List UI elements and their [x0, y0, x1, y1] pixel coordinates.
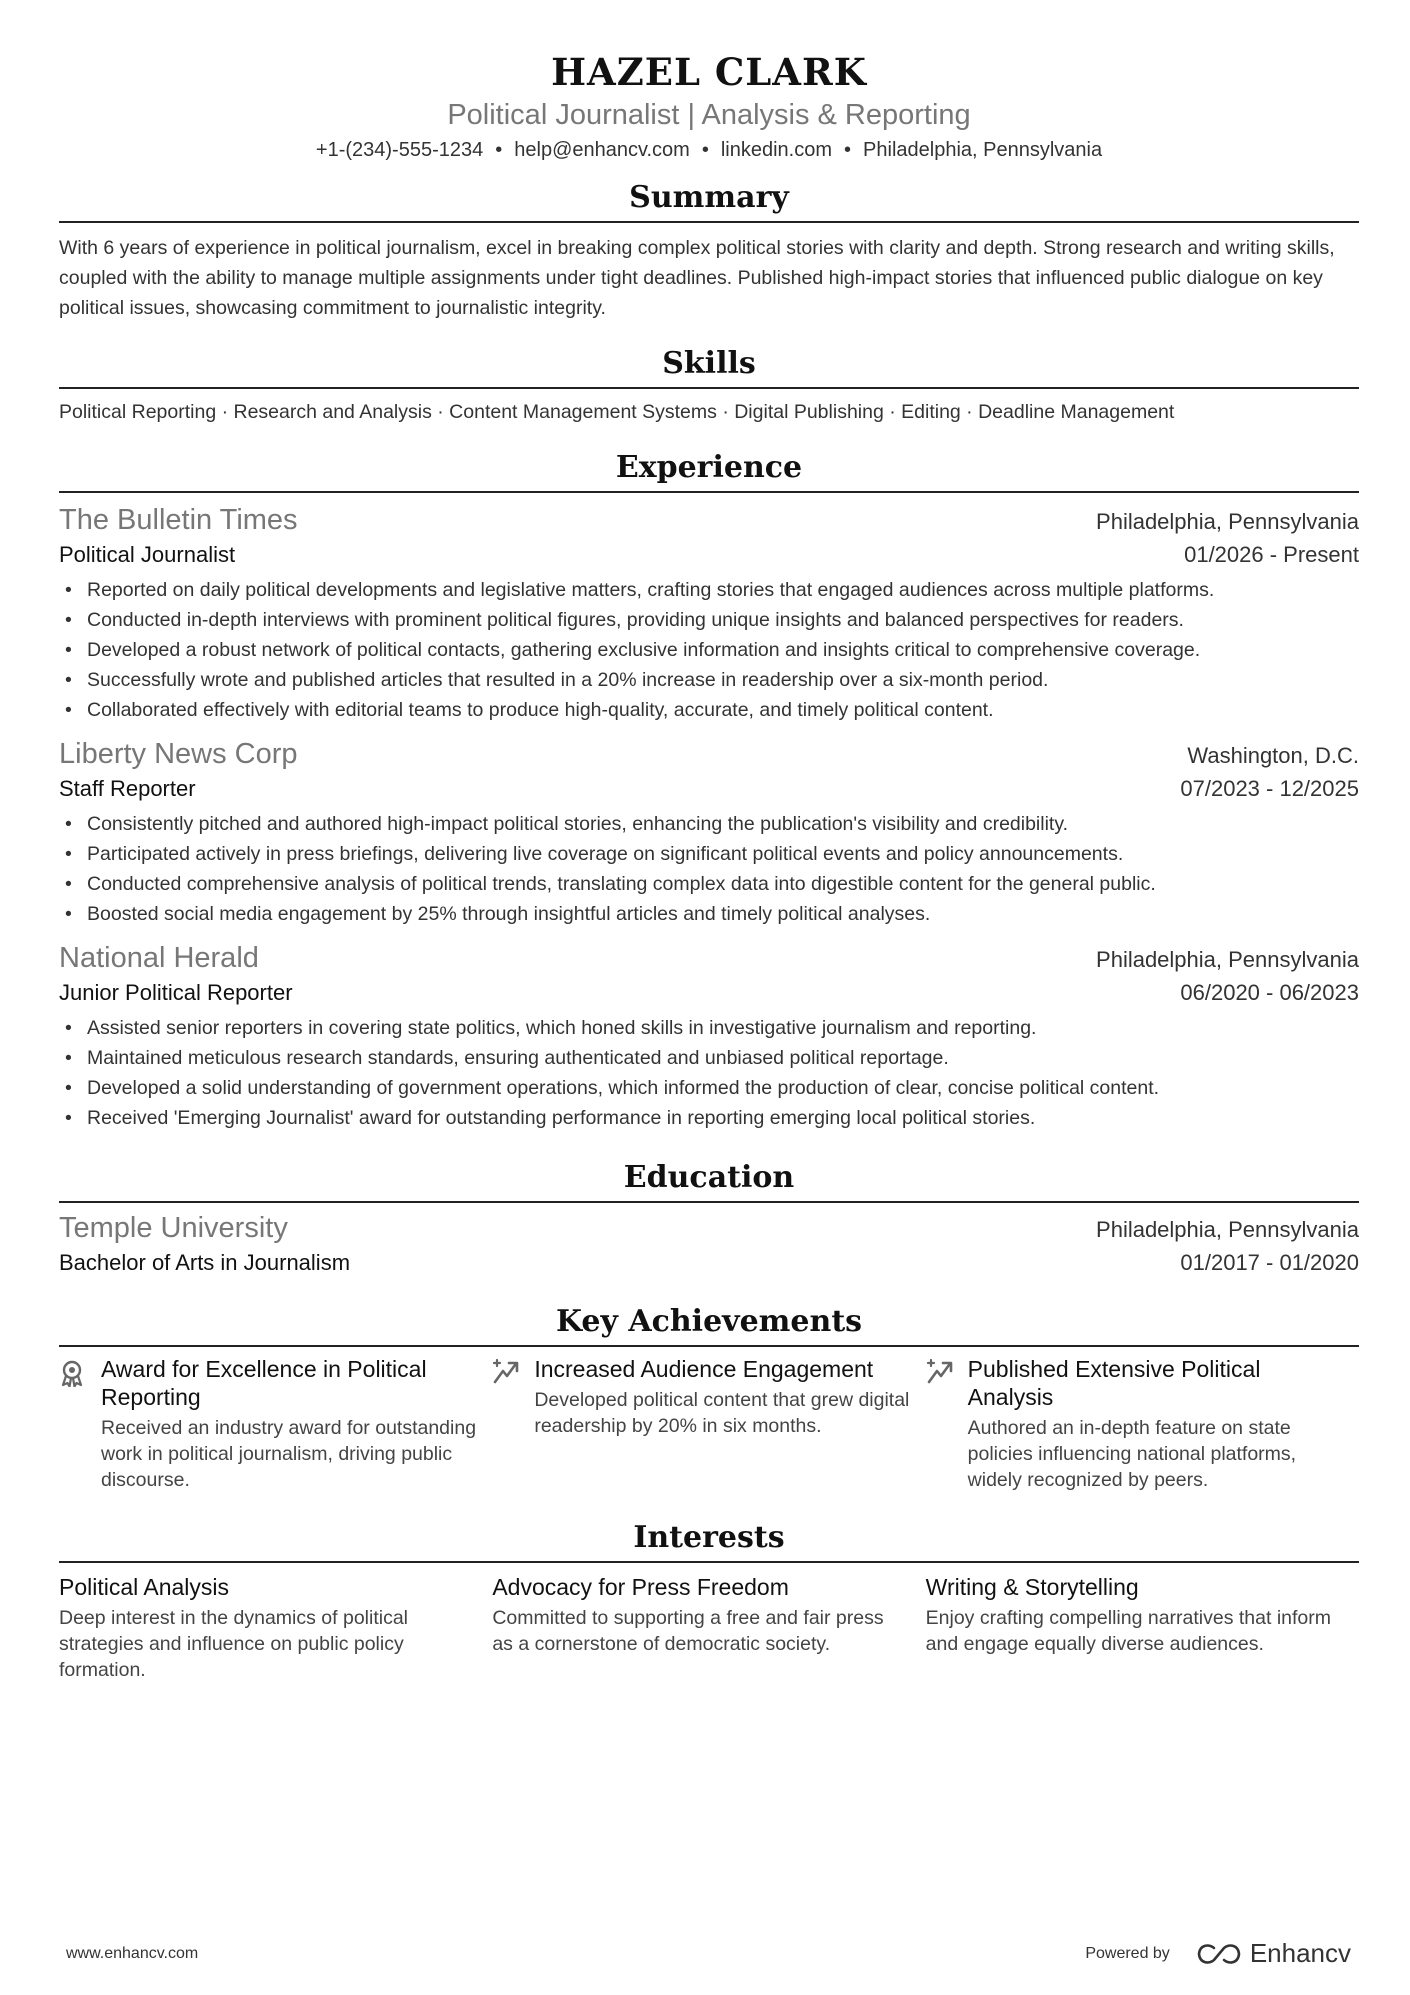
bullet-item: • Developed a robust network of political contacts, gathering exclusive information and insights critical to comprehensive coverage.	[87, 635, 1359, 665]
school-location: Philadelphia, Pennsylvania	[1096, 1217, 1359, 1242]
company-name: Liberty News Corp	[59, 738, 298, 770]
contact-line	[59, 137, 1359, 163]
separator-dot: •	[844, 139, 852, 161]
job-dates: 01/2026 - Present	[1184, 542, 1359, 567]
interest-title: Advocacy for Press Freedom	[492, 1574, 789, 1600]
award-icon	[59, 1359, 89, 1493]
job-dates: 06/2020 - 06/2023	[1180, 980, 1359, 1005]
job-bullets	[59, 809, 1359, 929]
achievement-item	[492, 1355, 925, 1493]
bullet-item: • Developed a solid understanding of government operations, which informed the production of clear, concise political content.	[87, 1073, 1359, 1103]
bullet-item: • Conducted comprehensive analysis of political trends, translating complex data into digestible content for the general public.	[87, 869, 1359, 899]
contact-phone: +1-(234)-555-1234	[315, 139, 484, 161]
footer-branding	[1085, 1938, 1351, 1969]
achievement-item	[926, 1355, 1359, 1493]
summary-text: With 6 years of experience in political journalism, excel in breaking complex political stories with clarity and depth. Strong research and writing skills, coupled with the ability to manage multiple assignments under tight deadlines. Published high-impact stories that influenced public dialogue on key political issues, showcasing commitment to journalistic integrity.	[59, 237, 1335, 319]
growth-arrow-icon	[926, 1359, 956, 1493]
contact-linkedin[interactable]: linkedin.com	[720, 139, 833, 161]
degree: Bachelor of Arts in Journalism	[59, 1250, 351, 1275]
company-name: The Bulletin Times	[59, 504, 298, 536]
job-title: Political Journalist	[59, 542, 236, 567]
candidate-name: HAZEL CLARK	[551, 50, 867, 94]
interest-item	[926, 1571, 1359, 1683]
bullet-item: • Boosted social media engagement by 25% through insightful articles and timely political analyses.	[87, 899, 1359, 929]
education-entry	[59, 1209, 1359, 1279]
bullet-item: • Reported on daily political developments and legislative matters, crafting stories that engaged audiences across multiple platforms.	[87, 575, 1359, 605]
interests-heading: Interests	[59, 1519, 1359, 1563]
skills-list: Political Reporting · Research and Analysis · Content Management Systems · Digital Publishing · Editing · Deadline Management	[59, 401, 1175, 423]
job-location: Philadelphia, Pennsylvania	[1096, 509, 1359, 534]
skills-heading: Skills	[59, 345, 1359, 389]
achievement-title: Award for Excellence in Political Reporting	[101, 1356, 427, 1410]
interest-description: Committed to supporting a free and fair press as a cornerstone of democratic society.	[492, 1607, 884, 1655]
bullet-item: • Conducted in-depth interviews with prominent political figures, providing unique insights and balanced perspectives for readers.	[87, 605, 1359, 635]
achievements-heading: Key Achievements	[59, 1303, 1359, 1347]
candidate-subtitle: Political Journalist | Analysis & Reporting	[447, 99, 971, 131]
brand-name: Enhancv	[1249, 1938, 1351, 1968]
achievement-title: Published Extensive Political Analysis	[967, 1356, 1261, 1410]
separator-dot: •	[495, 139, 503, 161]
education-section	[59, 1159, 1359, 1279]
separator-dot: •	[701, 139, 709, 161]
growth-arrow-icon	[492, 1359, 522, 1493]
job-location: Washington, D.C.	[1187, 743, 1359, 768]
job-dates: 07/2023 - 12/2025	[1180, 776, 1359, 801]
interest-item	[59, 1571, 492, 1683]
footer-website[interactable]: www.enhancv.com	[66, 1944, 199, 1962]
enhancv-logo[interactable]	[1196, 1938, 1351, 1969]
achievements-section	[59, 1303, 1359, 1493]
bullet-item: • Successfully wrote and published articles that resulted in a 20% increase in readership over a six-month period.	[87, 665, 1359, 695]
skills-section	[59, 345, 1359, 427]
experience-entry	[59, 735, 1359, 929]
experience-entry	[59, 501, 1359, 725]
bullet-item: • Received 'Emerging Journalist' award for outstanding performance in reporting emerging local political stories.	[87, 1103, 1359, 1133]
enhancv-logo-icon	[1196, 1943, 1242, 1965]
bullet-item: • Consistently pitched and authored high-impact political stories, enhancing the publication's visibility and credibility.	[87, 809, 1359, 839]
job-bullets	[59, 1013, 1359, 1133]
interest-item	[492, 1571, 925, 1683]
achievements-grid	[59, 1355, 1359, 1493]
job-location: Philadelphia, Pennsylvania	[1096, 947, 1359, 972]
education-heading: Education	[59, 1159, 1359, 1203]
interest-description: Enjoy crafting compelling narratives that inform and engage equally diverse audiences.	[925, 1607, 1332, 1655]
experience-heading: Experience	[59, 449, 1359, 493]
page-footer	[66, 1938, 1351, 1969]
achievement-description: Authored an in-depth feature on state policies influencing national platforms, widely recognized by peers.	[967, 1417, 1297, 1491]
interest-title: Political Analysis	[59, 1574, 230, 1600]
experience-entry	[59, 939, 1359, 1133]
job-bullets	[59, 575, 1359, 725]
contact-location: Philadelphia, Pennsylvania	[863, 139, 1103, 161]
job-title: Junior Political Reporter	[59, 980, 293, 1005]
bullet-item: • Maintained meticulous research standards, ensuring authenticated and unbiased political reportage.	[87, 1043, 1359, 1073]
education-dates: 01/2017 - 01/2020	[1180, 1250, 1359, 1275]
interest-title: Writing & Storytelling	[925, 1574, 1139, 1600]
interests-section	[59, 1519, 1359, 1683]
interest-description: Deep interest in the dynamics of political strategies and influence on public policy formation.	[59, 1607, 409, 1681]
achievement-title: Increased Audience Engagement	[534, 1356, 874, 1382]
experience-section	[59, 449, 1359, 1133]
school-name: Temple University	[59, 1212, 288, 1244]
achievement-description: Received an industry award for outstanding work in political journalism, driving public discourse.	[101, 1417, 477, 1491]
bullet-item: • Participated actively in press briefings, delivering live coverage on significant political events and policy announcements.	[87, 839, 1359, 869]
achievement-item	[59, 1355, 492, 1493]
interests-grid	[59, 1571, 1359, 1683]
bullet-item: • Assisted senior reporters in covering state politics, which honed skills in investigative journalism and reporting.	[87, 1013, 1359, 1043]
job-title: Staff Reporter	[59, 776, 196, 801]
resume-page	[59, 0, 1359, 1683]
powered-by-label: Powered by	[1085, 1944, 1170, 1962]
achievement-description: Developed political content that grew digital readership by 20% in six months.	[534, 1389, 910, 1437]
summary-heading: Summary	[59, 179, 1359, 223]
summary-section	[59, 179, 1359, 323]
resume-header	[59, 0, 1359, 163]
contact-email[interactable]: help@enhancv.com	[514, 139, 690, 161]
bullet-item: • Collaborated effectively with editorial teams to produce high-quality, accurate, and timely political content.	[87, 695, 1359, 725]
company-name: National Herald	[59, 942, 259, 974]
